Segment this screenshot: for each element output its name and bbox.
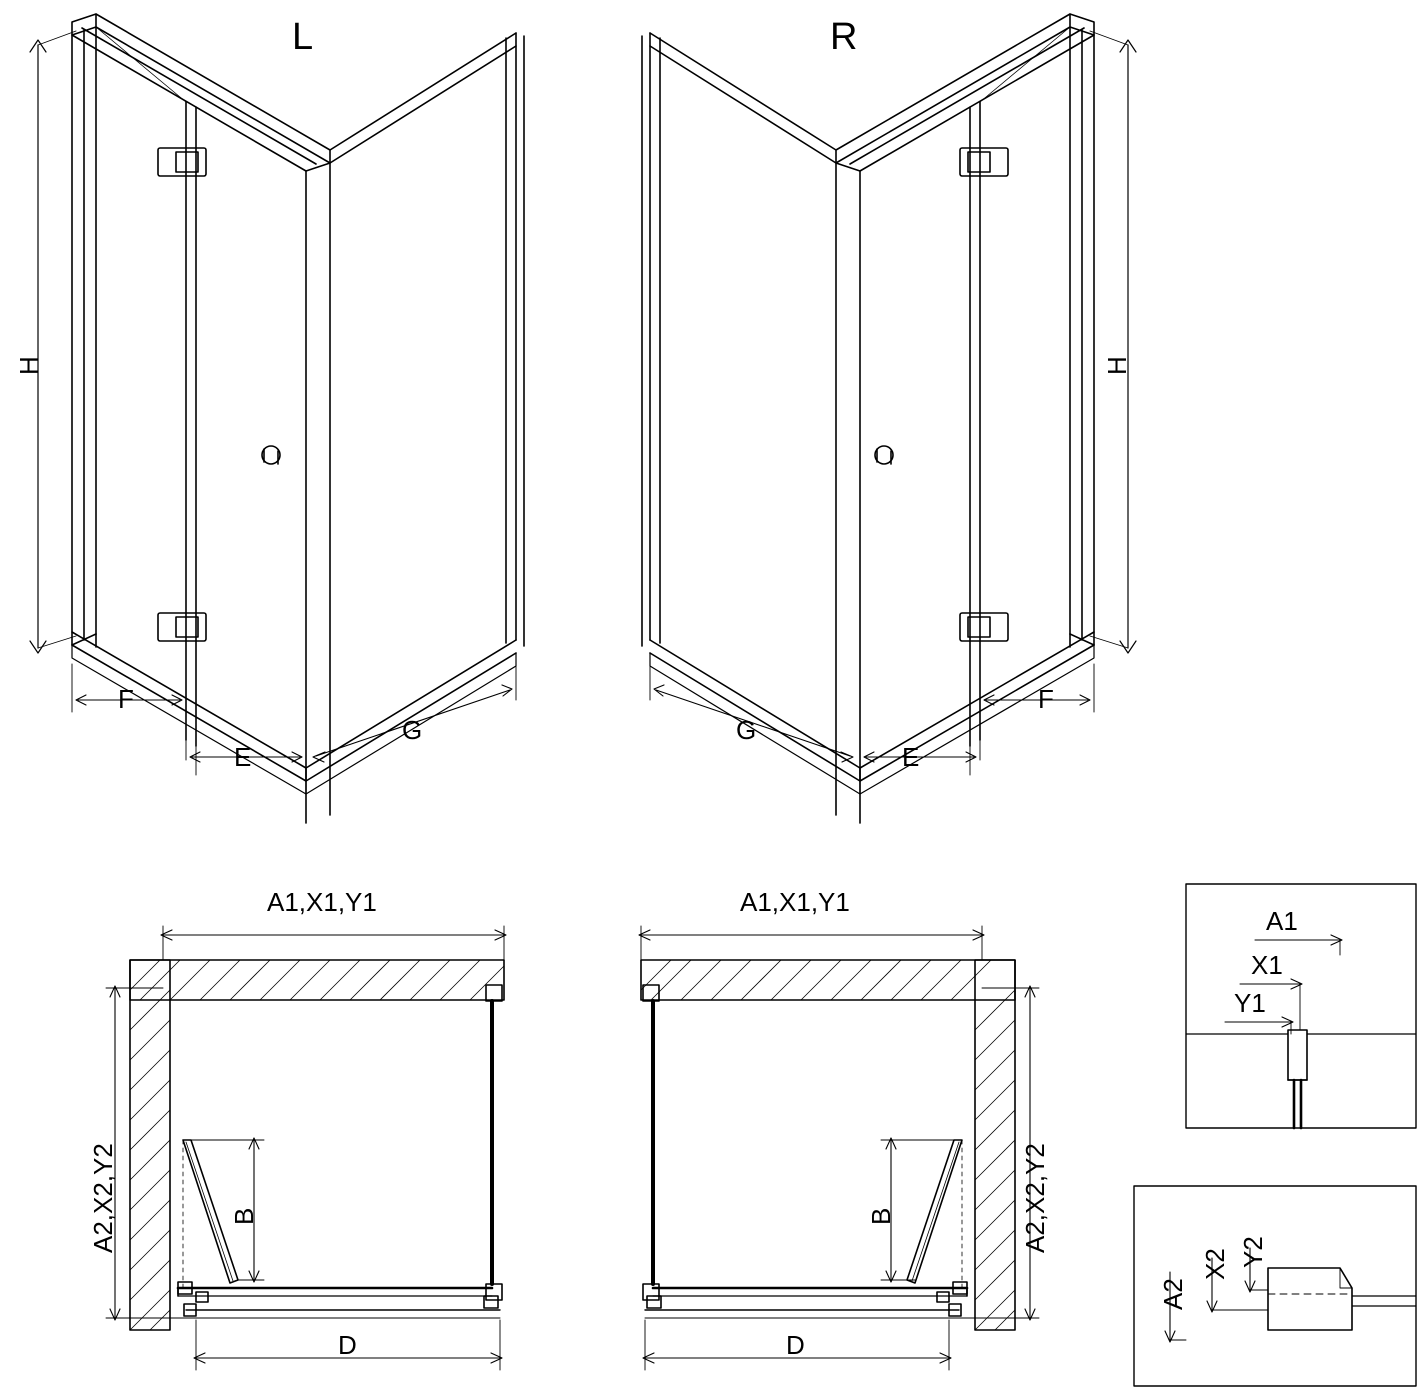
detail-label-y2: Y2: [1238, 1236, 1268, 1268]
detail-label-x2: X2: [1200, 1248, 1230, 1280]
dimension-e-right: E: [902, 742, 920, 772]
plan-left-side-dimension: A2,X2,Y2: [88, 1143, 118, 1253]
view-label-right: R: [830, 16, 858, 58]
dimension-g-right: G: [736, 715, 757, 745]
dimension-h-right: H: [1102, 356, 1132, 375]
plan-right-side-dimension: A2,X2,Y2: [1020, 1143, 1050, 1253]
plan-right-top-dimension: A1,X1,Y1: [740, 887, 850, 917]
dimension-g-left: G: [402, 715, 423, 745]
plan-right-bottom-dimension: D: [786, 1330, 805, 1360]
detail-label-a1: A1: [1266, 906, 1298, 936]
view-label-left: L: [292, 16, 314, 58]
plan-left-bottom-dimension: D: [338, 1330, 357, 1360]
dimension-h-left: H: [14, 356, 44, 375]
plan-right-door-dimension: B: [866, 1207, 896, 1225]
detail-label-y1: Y1: [1234, 988, 1266, 1018]
dimension-f-right: F: [1038, 684, 1054, 714]
dimension-e-left: E: [234, 742, 252, 772]
detail-label-a2: A2: [1158, 1278, 1188, 1310]
dimension-f-left: F: [118, 684, 134, 714]
plan-left-top-dimension: A1,X1,Y1: [267, 887, 377, 917]
detail-label-x1: X1: [1251, 950, 1283, 980]
plan-left-door-dimension: B: [229, 1207, 259, 1225]
